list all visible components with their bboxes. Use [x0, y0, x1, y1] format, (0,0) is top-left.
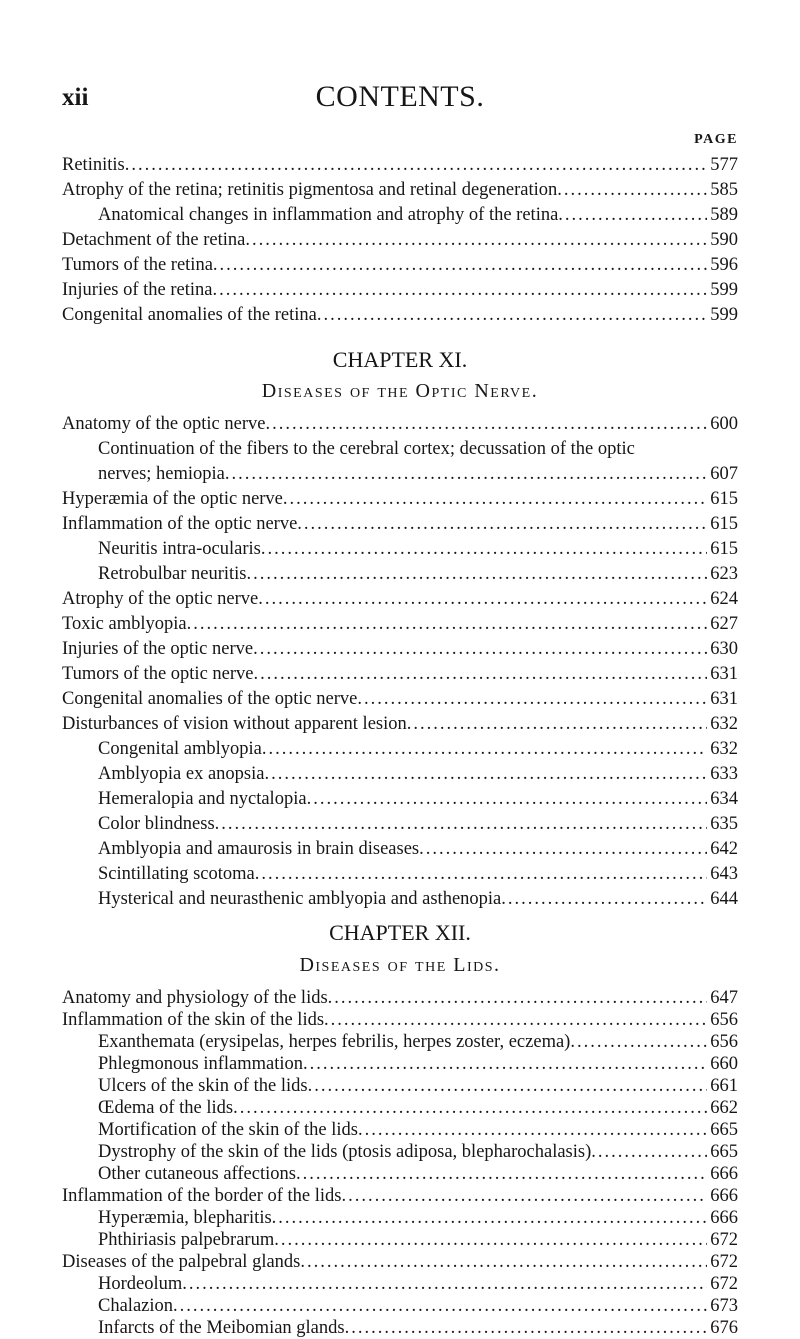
toc-entry-title: Amblyopia ex anopsia	[98, 764, 265, 784]
toc-entry-title: Exanthemata (erysipelas, herpes febrilis, herpes zoster, eczema)	[98, 1032, 571, 1052]
dot-leader	[274, 1229, 707, 1251]
dot-leader	[264, 762, 707, 787]
dot-leader	[296, 1163, 707, 1185]
toc-entry	[62, 1053, 738, 1075]
dot-leader	[317, 303, 707, 328]
toc-entry-title: Hysterical and neurasthenic amblyopia and asthenopia	[98, 889, 502, 909]
toc-entry	[62, 1097, 738, 1119]
toc-entry-page: 577	[710, 155, 738, 175]
toc-entry-page: 635	[710, 814, 738, 834]
dot-leader	[253, 637, 707, 662]
dot-leader	[173, 1295, 707, 1317]
toc-entry-page: 590	[710, 230, 738, 250]
toc-entry-page: 647	[710, 988, 738, 1008]
toc-entry-title: Retrobulbar neuritis	[98, 564, 247, 584]
toc-entry-page: 665	[710, 1120, 738, 1140]
toc-entry-title: Chalazion	[98, 1296, 174, 1316]
toc-entry-title: Hordeolum	[98, 1274, 183, 1294]
dot-leader	[261, 537, 707, 562]
toc-entry-page: 673	[710, 1296, 738, 1316]
toc-entry-title: Continuation of the fibers to the cerebral cortex; decussation of the optic	[98, 439, 635, 459]
toc-entry	[62, 887, 738, 912]
toc-entry	[62, 812, 738, 837]
toc-entry	[62, 203, 738, 228]
toc-entry-page: 630	[710, 639, 738, 659]
dot-leader	[246, 562, 707, 587]
chapter-heading-xii: CHAPTER XII.	[329, 920, 471, 945]
toc-entry	[62, 462, 738, 487]
toc-section-lids	[62, 987, 738, 1339]
dot-leader	[557, 178, 707, 203]
dot-leader	[358, 1119, 707, 1141]
toc-entry-page: 632	[710, 714, 738, 734]
toc-entry	[62, 1075, 738, 1097]
toc-entry	[62, 1251, 738, 1273]
toc-entry-title: Phthiriasis palpebrarum	[98, 1230, 275, 1250]
dot-leader	[262, 737, 707, 762]
toc-entry-page: 676	[710, 1318, 738, 1338]
dot-leader	[215, 812, 708, 837]
toc-entry	[62, 253, 738, 278]
toc-entry-page: 596	[710, 255, 738, 275]
toc-section-optic-nerve	[62, 412, 738, 912]
toc-entry-page: 631	[710, 689, 738, 709]
toc-entry-page: 589	[710, 205, 738, 225]
toc-entry	[62, 687, 738, 712]
toc-entry-title: Dystrophy of the skin of the lids (ptosis adiposa, blepharochalasis)	[98, 1142, 592, 1162]
dot-leader	[558, 203, 707, 228]
toc-entry-title: Inflammation of the border of the lids	[62, 1186, 342, 1206]
toc-entry-page: 585	[710, 180, 738, 200]
toc-entry	[62, 787, 738, 812]
dot-leader	[213, 278, 708, 303]
running-head: CONTENTS.	[315, 80, 485, 113]
toc-entry	[62, 1185, 738, 1207]
toc-entry-page: 672	[710, 1230, 738, 1250]
toc-entry	[62, 1229, 738, 1251]
toc-entry-page: 666	[710, 1208, 738, 1228]
toc-entry-title: Atrophy of the optic nerve	[62, 589, 259, 609]
toc-entry-page: 672	[710, 1274, 738, 1294]
dot-leader	[300, 1251, 707, 1273]
dot-leader	[324, 1009, 707, 1031]
dot-leader	[187, 612, 708, 637]
toc-entry	[62, 487, 738, 512]
toc-entry	[62, 537, 738, 562]
toc-entry-page: 660	[710, 1054, 738, 1074]
toc-entry-title: Infarcts of the Meibomian glands	[98, 1318, 345, 1338]
toc-entry-title: Inflammation of the optic nerve	[62, 514, 298, 534]
toc-entry	[62, 712, 738, 737]
toc-entry-title: Retinitis	[62, 155, 125, 175]
toc-entry	[62, 1163, 738, 1185]
toc-entry-title: Tumors of the optic nerve	[62, 664, 254, 684]
toc-entry	[62, 278, 738, 303]
toc-entry-page: 607	[710, 464, 738, 484]
toc-entry-page: 631	[710, 664, 738, 684]
dot-leader	[283, 487, 707, 512]
dot-leader	[308, 1075, 708, 1097]
toc-entry	[62, 762, 738, 787]
toc-entry	[62, 637, 738, 662]
toc-entry	[62, 612, 738, 637]
chapter-title-xii: Diseases of the Lids.	[299, 954, 501, 976]
chapter-heading-xi: CHAPTER XI.	[332, 347, 468, 372]
toc-entry-page: 632	[710, 739, 738, 759]
toc-entry-title: Hyperæmia of the optic nerve	[62, 489, 283, 509]
toc-entry	[62, 437, 738, 462]
toc-entry-title: Anatomy and physiology of the lids	[62, 988, 328, 1008]
dot-leader	[303, 1053, 707, 1075]
toc-entry-title: Diseases of the palpebral glands	[62, 1252, 301, 1272]
toc-entry-title: Mortification of the skin of the lids	[98, 1120, 358, 1140]
toc-entry-title: nerves; hemiopia	[98, 464, 225, 484]
toc-entry	[62, 153, 738, 178]
toc-entry-page: 666	[710, 1186, 738, 1206]
toc-entry-title: Anatomy of the optic nerve	[62, 414, 266, 434]
toc-entry-title: Congenital anomalies of the optic nerve	[62, 689, 358, 709]
toc-entry	[62, 862, 738, 887]
toc-entry-page: 672	[710, 1252, 738, 1272]
dot-leader	[225, 462, 707, 487]
dot-leader	[357, 687, 707, 712]
toc-entry-page: 615	[710, 514, 738, 534]
toc-entry-title: Atrophy of the retina; retinitis pigmentosa and retinal degeneration	[62, 180, 558, 200]
toc-entry-title: Other cutaneous affections	[98, 1164, 296, 1184]
toc-entry-page: 661	[710, 1076, 738, 1096]
toc-entry-page: 634	[710, 789, 738, 809]
dot-leader	[591, 1141, 707, 1163]
toc-entry-title: Injuries of the retina	[62, 280, 213, 300]
toc-entry-page: 642	[710, 839, 738, 859]
toc-entry-title: Disturbances of vision without apparent lesion	[62, 714, 407, 734]
toc-entry-page: 662	[710, 1098, 738, 1118]
dot-leader	[245, 228, 707, 253]
toc-entry	[62, 228, 738, 253]
dot-leader	[570, 1031, 707, 1053]
toc-entry-title: Scintillating scotoma	[98, 864, 255, 884]
toc-entry-page: 600	[710, 414, 738, 434]
toc-entry	[62, 412, 738, 437]
dot-leader	[307, 787, 708, 812]
toc-entry-title: Congenital amblyopia	[98, 739, 262, 759]
toc-entry	[62, 662, 738, 687]
dot-leader	[297, 512, 707, 537]
toc-entry-page: 624	[710, 589, 738, 609]
toc-entry-page: 656	[710, 1010, 738, 1030]
toc-entry-title: Detachment of the retina	[62, 230, 246, 250]
toc-entry-title: Hemeralopia and nyctalopia	[98, 789, 307, 809]
dot-leader	[258, 587, 707, 612]
toc-entry	[62, 1009, 738, 1031]
toc-entry-page: 665	[710, 1142, 738, 1162]
toc-entry-title: Toxic amblyopia	[62, 614, 187, 634]
toc-entry-title: Phlegmonous inflammation	[98, 1054, 304, 1074]
page-number: xii	[62, 84, 89, 111]
chapter-title-xi: Diseases of the Optic Nerve.	[261, 380, 539, 402]
dot-leader	[272, 1207, 708, 1229]
toc-entry-page: 623	[710, 564, 738, 584]
toc-section-retina	[62, 153, 738, 328]
toc-entry-title: Tumors of the retina	[62, 255, 213, 275]
dot-leader	[125, 153, 708, 178]
dot-leader	[255, 862, 708, 887]
dot-leader	[233, 1097, 707, 1119]
toc-entry	[62, 737, 738, 762]
toc-entry	[62, 178, 738, 203]
page-column-label: PAGE	[694, 132, 738, 147]
toc-entry	[62, 1141, 738, 1163]
dot-leader	[213, 253, 707, 278]
dot-leader	[254, 662, 708, 687]
toc-entry	[62, 1317, 738, 1339]
toc-entry-page: 656	[710, 1032, 738, 1052]
toc-entry-page: 599	[710, 280, 738, 300]
toc-entry	[62, 1119, 738, 1141]
toc-entry	[62, 587, 738, 612]
toc-entry-title: Color blindness	[98, 814, 215, 834]
dot-leader	[265, 412, 707, 437]
toc-entry-title: Injuries of the optic nerve	[62, 639, 254, 659]
toc-entry-title: Neuritis intra-ocularis	[98, 539, 261, 559]
toc-entry	[62, 512, 738, 537]
toc-entry	[62, 987, 738, 1009]
toc-entry-page: 599	[710, 305, 738, 325]
dot-leader	[182, 1273, 707, 1295]
dot-leader	[345, 1317, 708, 1339]
toc-entry-page: 643	[710, 864, 738, 884]
toc-entry-page: 615	[710, 539, 738, 559]
toc-entry-page: 633	[710, 764, 738, 784]
dot-leader	[341, 1185, 707, 1207]
toc-entry	[62, 1273, 738, 1295]
dot-leader	[419, 837, 707, 862]
toc-entry	[62, 303, 738, 328]
toc-entry-page: 644	[710, 889, 738, 909]
toc-entry-title: Congenital anomalies of the retina	[62, 305, 317, 325]
toc-entry	[62, 1295, 738, 1317]
toc-entry-title: Œdema of the lids	[98, 1098, 234, 1118]
dot-leader	[407, 712, 707, 737]
toc-entry-page: 615	[710, 489, 738, 509]
dot-leader	[501, 887, 707, 912]
toc-entry	[62, 562, 738, 587]
toc-entry-title: Inflammation of the skin of the lids	[62, 1010, 325, 1030]
toc-entry-title: Hyperæmia, blepharitis	[98, 1208, 272, 1228]
toc-entry-title: Ulcers of the skin of the lids	[98, 1076, 308, 1096]
toc-entry-page: 627	[710, 614, 738, 634]
toc-entry-title: Anatomical changes in inflammation and atrophy of the retina	[98, 205, 559, 225]
toc-entry	[62, 837, 738, 862]
toc-entry-page: 666	[710, 1164, 738, 1184]
toc-entry-title: Amblyopia and amaurosis in brain diseases	[98, 839, 420, 859]
dot-leader	[328, 987, 708, 1009]
toc-entry	[62, 1207, 738, 1229]
toc-entry	[62, 1031, 738, 1053]
